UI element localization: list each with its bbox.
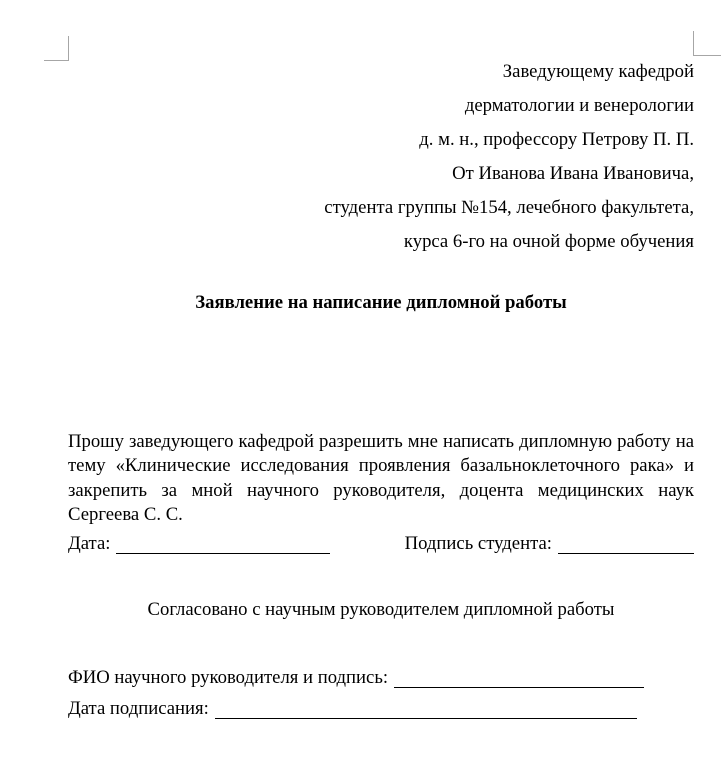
text-boundary-mark-top-left xyxy=(44,36,69,61)
signing-date-label: Дата подписания: xyxy=(68,698,209,719)
signing-date-field xyxy=(68,697,694,721)
supervisor-name-signature-label: ФИО научного руководителя и подпись: xyxy=(68,667,389,688)
recipient-block xyxy=(68,55,694,259)
student-signature-field xyxy=(405,532,694,556)
signing-date-blank-line[interactable] xyxy=(215,717,637,719)
recipient-line: От Иванова Ивана Ивановича, xyxy=(452,163,694,184)
recipient-line: Заведующему кафедрой xyxy=(502,61,694,82)
request-paragraph xyxy=(68,430,694,527)
text-boundary-mark-top-right xyxy=(693,31,721,56)
supervisor-name-signature-field xyxy=(68,666,694,690)
agreement-heading: Согласовано с научным руководителем дипломной работы xyxy=(147,599,615,620)
date-signature-row xyxy=(68,532,694,556)
request-line: Прошу заведующего кафедрой разрешить мне написать дипломную работу на xyxy=(68,431,694,452)
recipient-line: студента группы №154, лечебного факультета, xyxy=(324,197,694,218)
student-signature-blank-line[interactable] xyxy=(558,552,694,554)
supervisor-signature-blank-line[interactable] xyxy=(394,686,644,688)
request-line: Сергеева С. С. xyxy=(68,503,183,525)
document-title: Заявление на написание дипломной работы xyxy=(195,292,567,313)
request-line: тему «Клинические исследования проявления базальноклеточного рака» и xyxy=(68,455,694,477)
recipient-line: дерматологии и венерологии xyxy=(464,95,694,116)
date-label: Дата: xyxy=(68,533,111,554)
student-signature-label: Подпись студента: xyxy=(404,533,552,554)
recipient-line: д. м. н., профессору Петрову П. П. xyxy=(419,129,694,150)
recipient-line: курса 6-го на очной форме обучения xyxy=(403,231,694,252)
date-blank-line[interactable] xyxy=(116,552,330,554)
date-field xyxy=(68,532,330,556)
request-line: закрепить за мной научного руководителя, доцента медицинских наук xyxy=(68,479,694,501)
